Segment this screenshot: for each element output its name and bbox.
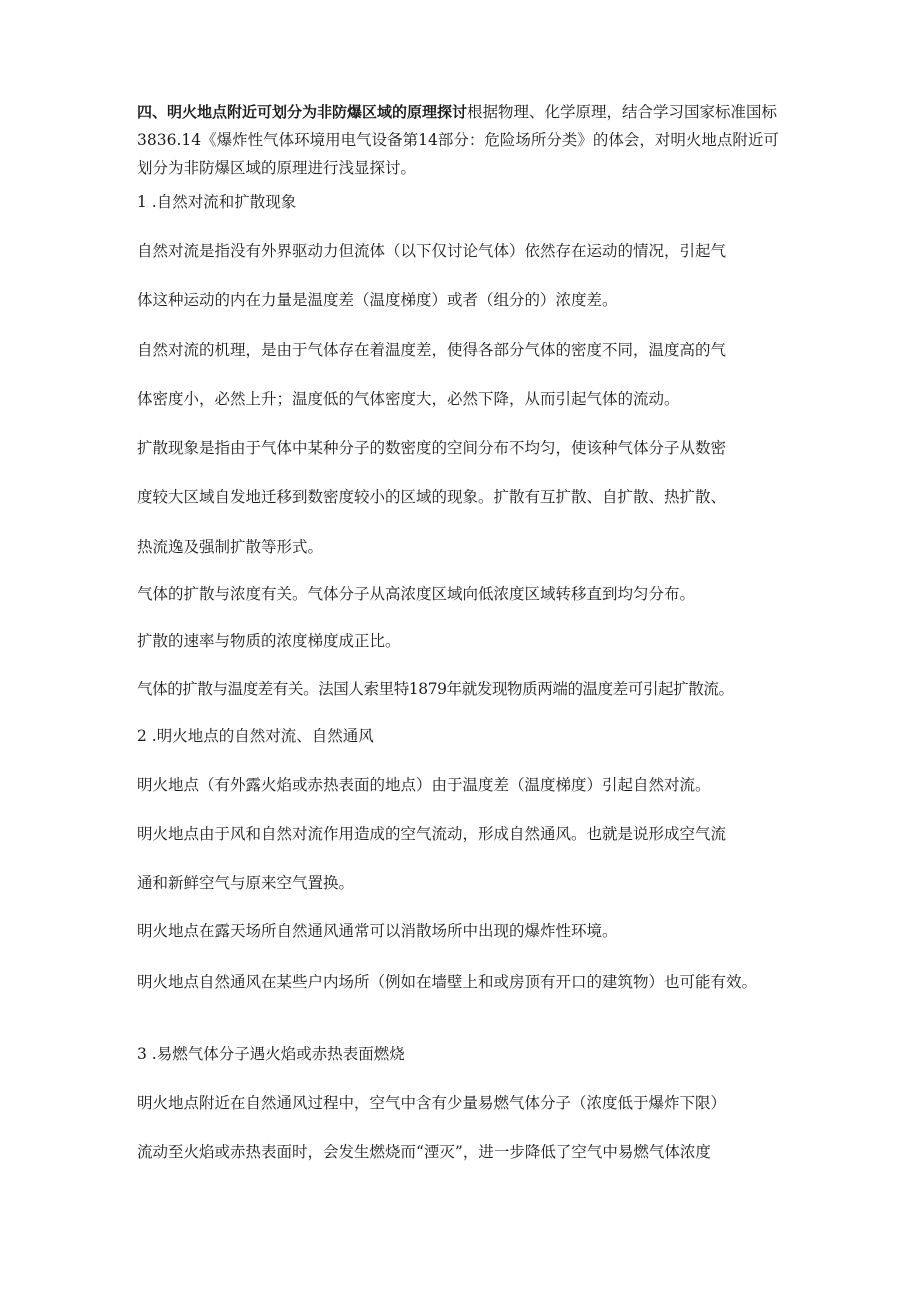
text-line: 自然对流的机理，是由于气体存在着温度差，使得各部分气体的密度不同，温度高的气 — [137, 341, 727, 359]
text-line: 明火地点（有外露火焰或赤热表面的地点）由于温度差（温度梯度）引起自然对流。 — [137, 776, 711, 794]
text-line: 扩散的速率与物质的浓度梯度成正比。 — [137, 632, 401, 650]
text-line: 自然对流是指没有外界驱动力但流体（以下仅讨论气体）依然存在运动的情况，引起气 — [137, 242, 727, 260]
section-heading: 四、明火地点附近可划分为非防爆区域的原理探讨 — [137, 103, 468, 121]
text-line: 通和新鲜空气与原来空气置换。 — [137, 874, 355, 892]
text-line: 明火地点由于风和自然对流作用造成的空气流动，形成自然通风。也就是说形成空气流 — [137, 825, 727, 843]
text-line: 体密度小，必然上升；温度低的气体密度大，必然下降，从而引起气体的流动。 — [137, 390, 680, 408]
text-line: 气体的扩散与浓度有关。气体分子从高浓度区域向低浓度区域转移直到均匀分布。 — [137, 585, 696, 603]
intro-paragraph — [137, 98, 792, 182]
text-line: 热流逸及强制扩散等形式。 — [137, 538, 324, 556]
text-line: 明火地点附近在自然通风过程中，空气中含有少量易燃气体分子（浓度低于爆炸下限） — [137, 1094, 727, 1112]
subheading: 1 .自然对流和扩散现象 — [137, 193, 297, 211]
text-line: 流动至火焰或赤热表面时，会发生燃烧而“湮灭”，进一步降低了空气中易燃气体浓度 — [137, 1143, 711, 1161]
text-line: 体这种运动的内在力量是温度差（温度梯度）或者（组分的）浓度差。 — [137, 291, 618, 309]
text-line: 气体的扩散与温度差有关。法国人索里特1879年就发现物质两端的温度差可引起扩散流。 — [137, 680, 734, 698]
text-line: 明火地点在露天场所自然通风通常可以消散场所中出现的爆炸性环境。 — [137, 922, 618, 940]
text-line: 度较大区域自发地迁移到数密度较小的区域的现象。扩散有互扩散、自扩散、热扩散、 — [137, 488, 727, 506]
subheading: 3 .易燃气体分子遇火焰或赤热表面燃烧 — [137, 1045, 405, 1063]
intro-text: 根据物理、化学原理，结合学习国家标准国标3836.14《爆炸性气体环境用电气设备第14部分：危险场所分类》的体会，对明火地点附近可划分为非防爆区域的原理进行浅显探讨。 — [137, 103, 779, 177]
subheading: 2 .明火地点的自然对流、自然通风 — [137, 727, 374, 745]
text-line: 扩散现象是指由于气体中某种分子的数密度的空间分布不均匀，使该种气体分子从数密 — [137, 439, 727, 457]
text-paragraph: 明火地点自然通风在某些户内场所（例如在墙壁上和或房顶有开口的建筑物）也可能有效。 — [137, 973, 758, 991]
